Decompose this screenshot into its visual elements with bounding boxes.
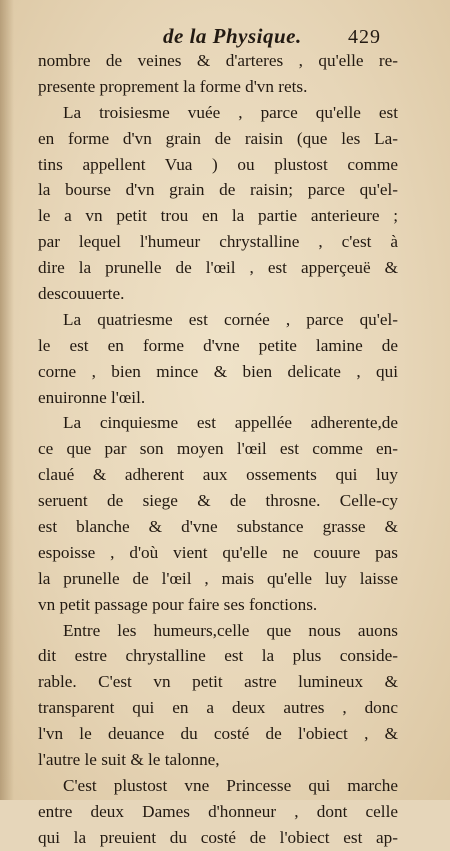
running-title: de la Physique. [163,24,302,48]
text-line: rable. C'est vn petit astre lumineux & [38,672,398,692]
text-line: la bourse d'vn grain de raisin; parce qu'el- [38,180,398,200]
text-line: qui la preuient du costé de l'obiect est ap- [38,827,398,847]
text-line: dire la prunelle de l'œil , est apperçeuë & [38,258,398,278]
text-line: nombre de veines & d'arteres , qu'elle re- [38,51,398,70]
text-line: le est en forme d'vne petite lamine de [38,335,398,355]
paragraph-first-line: La troisiesme vuée , parce qu'elle est [63,102,398,122]
text-line: transparent qui en a deux autres , donc [38,698,398,718]
text-line: entre deux Dames d'honneur , dont celle [38,801,398,821]
text-line: tins appellent Vua ) ou plustost comme [38,154,398,174]
text-line: le a vn petit trou en la partie anterieure ; [38,206,398,226]
page-gutter-shadow [0,0,14,800]
text-line: ce que par son moyen l'œil est comme en- [38,439,398,459]
text-line: enuironne l'œil. [38,387,146,407]
text-line: en forme d'vn grain de raisin (que les La- [38,128,398,148]
body-text [38,48,398,851]
text-line: la prunelle de l'œil , mais qu'elle luy laisse [38,568,398,588]
text-line: descouuerte. [38,284,125,304]
text-line: est blanche & d'vne substance grasse & [38,517,398,537]
text-line: dit estre chrystalline est la plus conside- [38,646,398,666]
text-line: par lequel l'humeur chrystalline , c'est à [38,232,398,252]
page-number: 429 [348,26,381,48]
text-line: claué & adherent aux ossements qui luy [38,465,398,485]
paragraph-first-line: Entre les humeurs,celle que nous auons [63,620,398,640]
paragraph-first-line: La quatriesme est cornée , parce qu'el- [63,309,398,329]
text-line: vn petit passage pour faire ses fonctions. [38,594,318,614]
text-line: corne , bien mince & bien delicate , qui [38,361,398,381]
paragraph-first-line: La cinquiesme est appellée adherente,de [63,413,398,433]
text-line: espoisse , d'où vient qu'elle ne couure pas [38,542,398,562]
text-line: l'vn le deuance du costé de l'obiect , & [38,724,398,744]
paragraph-first-line: C'est plustost vne Princesse qui marche [63,775,398,795]
text-line: l'autre le suit & le talonne, [38,750,220,770]
text-line: presente proprement la forme d'vn rets. [38,76,308,96]
text-line: seruent de siege & de throsne. Celle-cy [38,491,398,511]
